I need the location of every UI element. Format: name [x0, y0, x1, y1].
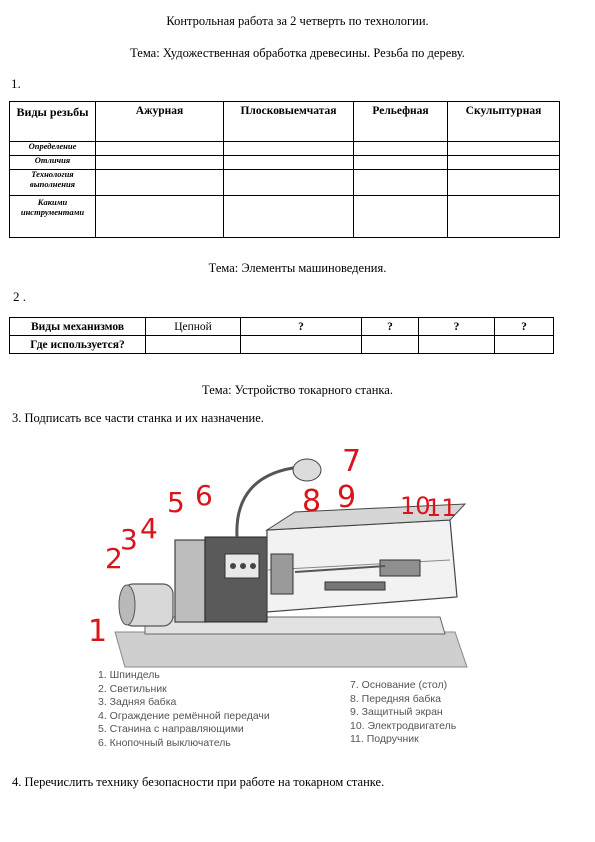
callout-number: 7	[342, 444, 362, 479]
answer-cell	[448, 196, 560, 238]
answer-cell	[362, 336, 419, 354]
callout-number: 11	[426, 494, 457, 522]
callout-number: 8	[302, 484, 322, 519]
answer-cell	[224, 196, 354, 238]
page-title: Контрольная работа за 2 четверть по технологии.	[166, 14, 429, 28]
bed-housing	[267, 520, 457, 612]
legend-item: 11. Подручник	[350, 733, 419, 745]
answer-cell	[448, 170, 560, 196]
topic-woodcarving: Тема: Художественная обработка древесины. Резьба по дереву.	[130, 46, 465, 60]
legend-item: 7. Основание (стол)	[350, 679, 448, 691]
legend-item: 6. Кнопочный выключатель	[98, 736, 231, 749]
answer-cell	[96, 196, 224, 238]
legend-item: 9. Защитный экран	[350, 706, 443, 718]
answer-cell	[354, 196, 448, 238]
base-platform	[115, 632, 467, 667]
answer-cell	[96, 156, 224, 170]
lamp-shade	[293, 459, 321, 481]
question-1-number: 1.	[11, 76, 21, 91]
table-cell: Где используется?	[10, 336, 146, 354]
motor-end	[119, 585, 135, 625]
belt-guard	[175, 540, 205, 622]
answer-cell	[224, 170, 354, 196]
question-2-number: 2 .	[13, 289, 26, 304]
column-header: Ажурная	[96, 102, 224, 142]
legend-item: 3. Задняя бабка	[98, 696, 177, 708]
legend-item: 10. Электродвигатель	[350, 719, 457, 732]
table-cell: Цепной	[146, 318, 241, 336]
topic-lathe: Тема: Устройство токарного станка.	[202, 383, 393, 397]
table-cell: ?	[419, 318, 495, 336]
callout-number: 1	[88, 614, 108, 649]
callout-number: 6	[195, 479, 213, 512]
mechanisms-table	[9, 317, 554, 354]
column-header: Плосковыемчатая	[224, 102, 354, 142]
callout-number: 4	[140, 512, 158, 545]
row-label: Отличия	[10, 156, 96, 170]
tailstock	[380, 560, 420, 576]
callout-number: 3	[120, 523, 138, 556]
legend-item: 8. Передняя бабка	[350, 692, 442, 705]
switch-button	[240, 563, 246, 569]
table-corner-header: Виды резьбы	[10, 102, 96, 142]
table-cell: Виды механизмов	[10, 318, 146, 336]
table-cell: ?	[495, 318, 554, 336]
legend-left	[98, 669, 270, 750]
callout-number: 9	[337, 480, 357, 515]
tool-rest	[325, 582, 385, 590]
answer-cell	[354, 170, 448, 196]
question-3: 3. Подписать все части станка и их назначение.	[12, 411, 264, 425]
topic-machine-elements: Тема: Элементы машиноведения.	[208, 261, 387, 275]
answer-cell	[448, 142, 560, 156]
carving-types-table	[9, 101, 560, 238]
table-cell: ?	[362, 318, 419, 336]
legend-item: 2. Светильник	[98, 682, 167, 695]
question-4: 4. Перечислить технику безопасности при работе на токарном станке.	[12, 775, 385, 789]
answer-cell	[495, 336, 554, 354]
column-header: Скульптурная	[448, 102, 560, 142]
switch-button	[250, 563, 256, 569]
headstock-block	[205, 537, 267, 622]
answer-cell	[146, 336, 241, 354]
legend-item: 4. Ограждение ремённой передачи	[98, 709, 270, 722]
answer-cell	[419, 336, 495, 354]
answer-cell	[96, 170, 224, 196]
answer-cell	[224, 142, 354, 156]
spindle	[271, 554, 293, 594]
table-cell: ?	[241, 318, 362, 336]
callout-number: 2	[105, 542, 123, 575]
row-label: Технология выполнения	[10, 170, 96, 196]
row-label: Какими инструментами	[10, 196, 96, 238]
answer-cell	[224, 156, 354, 170]
legend-right	[350, 679, 456, 747]
legend-item: 5. Станина с направляющими	[98, 723, 244, 735]
answer-cell	[448, 156, 560, 170]
answer-cell	[241, 336, 362, 354]
row-label: Определение	[10, 142, 96, 156]
answer-cell	[96, 142, 224, 156]
column-header: Рельефная	[354, 102, 448, 142]
answer-cell	[354, 142, 448, 156]
answer-cell	[354, 156, 448, 170]
callout-number: 5	[167, 486, 185, 519]
callout-number: 10	[400, 492, 431, 520]
legend-item: 1. Шпиндель	[98, 669, 160, 681]
switch-button	[230, 563, 236, 569]
